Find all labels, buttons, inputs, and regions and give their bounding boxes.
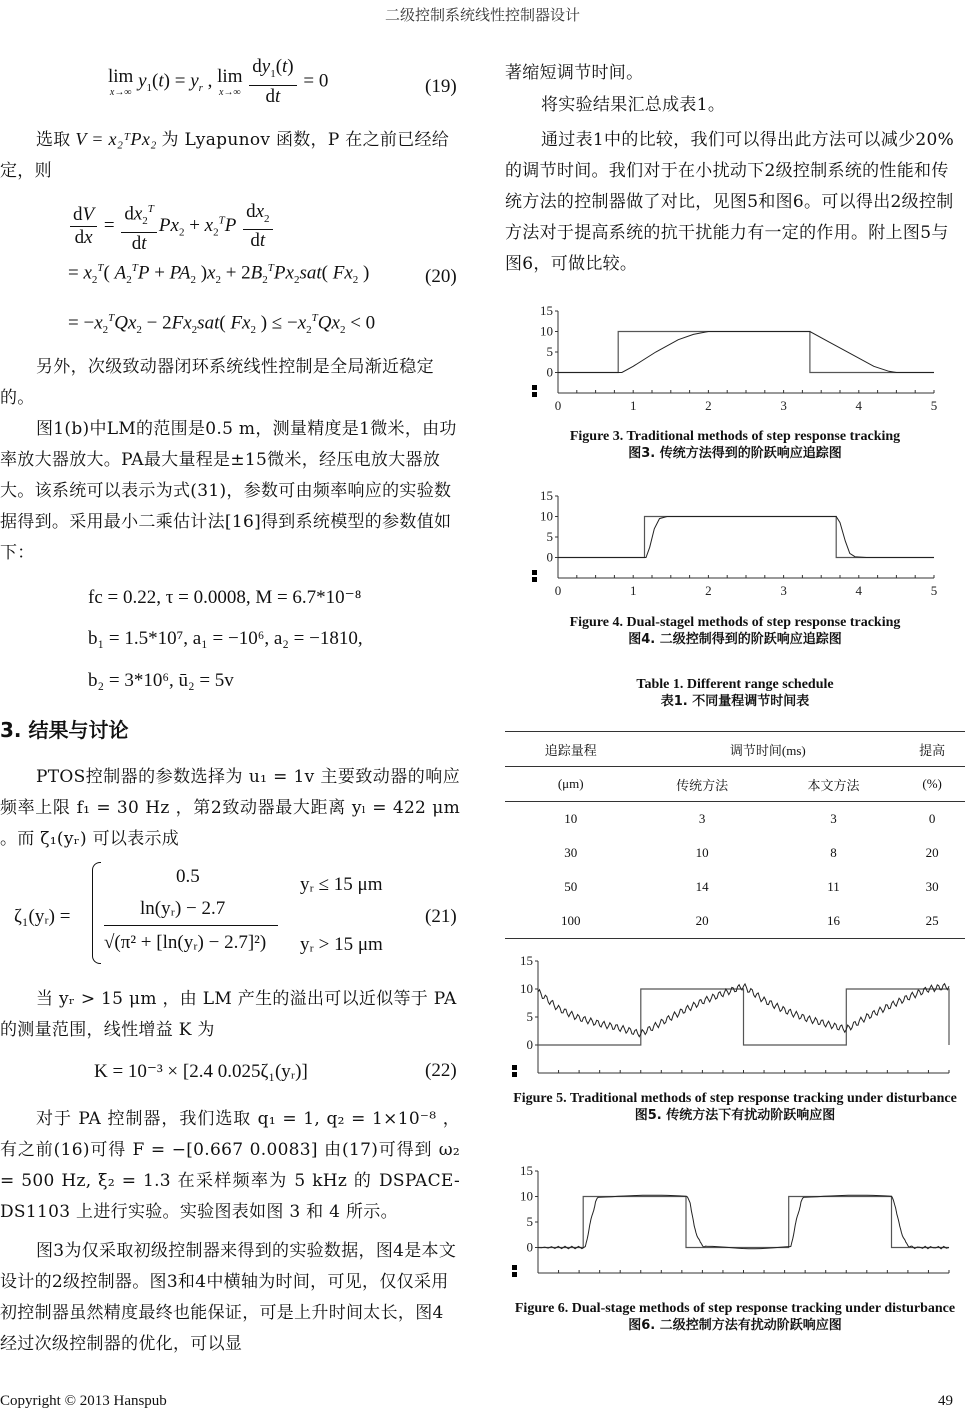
y-tick-label: 10	[540, 323, 553, 339]
caption-zh: 图5. 传统方法下有扰动阶跃响应图	[634, 1108, 836, 1123]
y-tick-label: 5	[526, 1009, 533, 1024]
table-cell: 3	[768, 802, 899, 837]
legend-marker	[532, 570, 537, 575]
case-1-condition: yᵣ ≤ 15 μm	[300, 874, 383, 895]
paragraph-pa-controller: 对于 PA 控制器，我们选取 q₁ = 1, q₂ = 1×10⁻⁸ ，有之前(16)可得 F = −[0.667 0.0083] 由(17)可得到 ω₂ = 500 Hz, ξ₂ = 1.3 在采样频率为 5 kHz 的 DSPACE-DS1103 上进行实验。实验图表如图 3 和 4 所示。	[0, 1109, 460, 1222]
table-header-cell: (%)	[899, 767, 965, 802]
equation-19: lim x→∞ $y_1(t) = y_r$ , lim x→∞ $\frac{dy_1(t)}{dt}$ = 0	[108, 56, 329, 107]
y-tick-label: 5	[546, 344, 553, 359]
x-tick-label: 0	[554, 398, 562, 413]
table-cell: 3	[636, 802, 767, 837]
y-tick-label: 15	[520, 955, 533, 968]
x-tick-label: 4	[855, 583, 863, 598]
paragraph-continued: 著缩短调节时间。	[505, 63, 644, 83]
table-cell: 11	[827, 879, 840, 894]
legend-marker	[512, 1072, 517, 1077]
table-cell: 14	[695, 879, 709, 894]
table-cell: 10	[695, 845, 709, 860]
table-cell: 8	[830, 845, 837, 860]
table-header-cell: 追踪量程	[505, 732, 636, 767]
equation-20-line-2: = $x_2^T$( $A_2^TP + PA_2$ )$x_2 + 2B_2^TPx_2sat$( $Fx_2$ )	[68, 262, 370, 287]
x-tick-label: 1	[629, 398, 637, 413]
y-tick-label: 15	[540, 490, 553, 503]
equation-number: (19)	[425, 76, 457, 97]
table-cell: 50	[564, 879, 578, 894]
table-cell: 16	[768, 904, 899, 939]
param-line-2: b₁ = 1.5*10⁷, a₁ = −10⁶, a₂ = −1810,	[88, 628, 363, 649]
caption-en: Table 1. Different range schedule	[636, 677, 834, 692]
y-tick-label: 5	[546, 529, 553, 544]
table-cell: 10	[505, 802, 636, 837]
running-header: 二级控制系统线性控制器设计	[384, 6, 580, 24]
x-tick-label: 2	[705, 583, 712, 598]
figure-4-caption	[505, 614, 965, 649]
x-tick-label: 3	[780, 398, 787, 413]
y-tick-label: 15	[520, 1165, 533, 1178]
table-cell: 20	[636, 904, 767, 939]
caption-zh: 图3. 传统方法得到的阶跃响应追踪图	[628, 446, 842, 461]
table-1-caption	[505, 676, 965, 711]
table-header-row	[505, 732, 965, 767]
table-1	[505, 731, 965, 939]
table-cell: 100	[505, 904, 636, 939]
caption-en: Figure 3. Traditional methods of step response tracking	[569, 429, 901, 444]
x-tick-label: 1	[629, 583, 637, 598]
y-tick-label: 15	[540, 305, 553, 318]
x-tick-label: 3	[780, 583, 787, 598]
figure-5-chart	[510, 955, 955, 1085]
series-reference	[538, 1197, 949, 1248]
table-header-cell: (μm)	[505, 767, 636, 802]
table-header-row	[505, 767, 965, 802]
table-header-cell: 提高	[899, 732, 965, 767]
y-tick-label: 0	[526, 1037, 533, 1052]
equation-number: (20)	[425, 266, 457, 287]
y-tick-label: 0	[546, 364, 553, 380]
x-tick-label: 2	[705, 398, 712, 413]
y-tick-label: 0	[526, 1239, 533, 1255]
table-header-cell: 本文方法	[768, 767, 899, 802]
table-cell: 25	[899, 904, 965, 939]
equation-21-lhs: ζ₁(yᵣ) =	[14, 906, 71, 927]
table-row	[505, 870, 965, 904]
paragraph-comparison: 通过表1中的比较，我们可以得出此方法可以减少20%的调节时间。我们对于在小扰动下2级控制系统的性能和传统方法的控制器做了对比，见图5和图6。可以得出2级控制方法对于提高系统的抗干扰能力有一定的作用。附上图5与图6，可做比较。	[505, 130, 955, 274]
caption-en: Figure 6. Dual-stage methods of step response tracking under disturbance	[514, 1301, 956, 1316]
case-2-denominator: √(π² + [ln(yᵣ) − 2.7]²)	[104, 932, 267, 953]
legend-marker	[532, 577, 537, 582]
table-cell: 20	[925, 845, 939, 860]
copyright: Copyright © 2013 Hanspub	[0, 1393, 167, 1409]
y-tick-label: 10	[540, 508, 553, 524]
series-response	[558, 517, 934, 558]
case-1-value: 0.5	[176, 866, 200, 887]
figure-6-chart	[510, 1165, 955, 1285]
series-reference	[558, 517, 934, 558]
caption-zh: 图6. 二级控制方法有扰动阶跃响应图	[628, 1318, 842, 1333]
brace	[92, 862, 101, 964]
y-tick-label: 10	[520, 1188, 533, 1204]
series-reference	[538, 989, 949, 1045]
paragraph-lyapunov: 选取 V = x₂ᵀPx₂ 为 Lyapunov 函数，P 在之前已经给定，则	[0, 129, 450, 181]
legend-marker	[512, 1272, 517, 1277]
fraction-bar	[104, 925, 278, 926]
paragraph-stability: 另外，次级致动器闭环系统线性控制是全局渐近稳定的。	[0, 357, 434, 408]
series-response	[558, 332, 934, 373]
table-header-cell: 传统方法	[636, 767, 767, 802]
legend-marker	[512, 1265, 517, 1270]
table-cell: 0	[899, 802, 965, 837]
legend-marker	[512, 1065, 517, 1070]
figure-3-caption	[505, 428, 965, 463]
caption-en: Figure 5. Traditional methods of step response tracking under disturbance	[513, 1091, 957, 1106]
y-tick-label: 0	[546, 549, 553, 565]
figure-4-chart	[530, 490, 940, 600]
series-response	[538, 1195, 949, 1249]
equation-22: K = 10⁻³ × [2.4 0.025ζ₁(yᵣ)]	[94, 1061, 308, 1082]
table-row	[505, 904, 965, 939]
paragraph-gain: 当 yᵣ > 15 μm ，由 LM 产生的溢出可以近似等于 PA 的测量范围，线性增益 K 为	[0, 989, 457, 1040]
x-tick-label: 0	[554, 583, 562, 598]
equation-number: (21)	[425, 906, 457, 927]
table-row	[505, 836, 965, 870]
legend-marker	[532, 392, 537, 397]
table-row	[505, 802, 965, 837]
equation-number: (22)	[425, 1060, 457, 1081]
table-cell: 30	[925, 879, 939, 894]
paragraph-summary: 将实验结果汇总成表1。	[541, 95, 726, 115]
figure-6-caption	[505, 1300, 965, 1335]
figure-3-chart	[530, 305, 940, 415]
series-reference	[558, 332, 934, 373]
x-tick-label: 4	[855, 398, 863, 413]
page-number: 49	[938, 1393, 953, 1409]
param-line-3: b₂ = 3*10⁶, ū₂ = 5v	[88, 670, 234, 691]
x-tick-label: 5	[930, 398, 938, 413]
paragraph-ptos: PTOS控制器的参数选择为 u₁ = 1v 主要致动器的响应频率上限 f₁ = 30 Hz ，第2致动器最大距离 yₗ = 422 μm 。而 ζ₁(yᵣ) 可以表示成	[0, 767, 460, 849]
equation-20-line-1: $\frac{dV}{dx}$ = $\frac{dx_2^T}{dt}$ $Px_2 + x_2^TP$ $\frac{dx_2}{dt}$	[68, 198, 275, 255]
equation-20-line-3: = $-x_2^TQx_2 - 2Fx_2sat$( $Fx_2$ ) ≤ $-x_2^TQx_2 < 0$	[68, 312, 376, 337]
section-title: 3. 结果与讨论	[0, 718, 129, 742]
y-tick-label: 5	[526, 1214, 533, 1229]
table-header-cell: 调节时间(ms)	[636, 732, 899, 767]
param-line-1: fc = 0.22, τ = 0.0008, M = 6.7*10⁻⁸	[88, 587, 362, 608]
caption-zh: 图4. 二级控制得到的阶跃响应追踪图	[628, 632, 842, 647]
paragraph-figure-discussion: 图3为仅采取初级控制器来得到的实验数据，图4是本文设计的2级控制器。图3和4中横轴为时间，可见，仅仅采用初控制器虽然精度最终也能保证，可是上升时间太长，图4经过次级控制器的优化，可以显	[0, 1241, 457, 1354]
case-2-condition: yᵣ > 15 μm	[300, 934, 383, 955]
x-tick-label: 5	[930, 583, 938, 598]
paragraph-system-model: 图1(b)中LM的范围是0.5 m，测量精度是1微米，由功率放大器放大。PA最大量程是±15微米，经压电放大器放大。该系统可以表示为式(31)，参数可由频率响应的实验数据得到。采用最小二乘估计法[16]得到系统模型的参数值如下：	[0, 419, 457, 563]
table-cell: 30	[564, 845, 578, 860]
caption-en: Figure 4. Dual-stagel methods of step response tracking	[569, 615, 901, 630]
y-tick-label: 10	[520, 981, 533, 996]
legend-marker	[532, 385, 537, 390]
case-2-numerator: ln(yᵣ) − 2.7	[140, 898, 226, 919]
figure-5-caption	[505, 1090, 965, 1125]
caption-zh: 表1. 不同量程调节时间表	[660, 694, 810, 709]
